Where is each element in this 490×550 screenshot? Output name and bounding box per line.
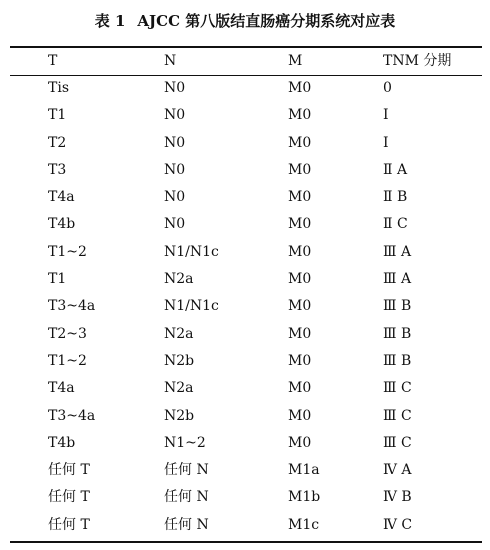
cell-n: N1~2 xyxy=(164,434,206,451)
table-row xyxy=(10,184,482,211)
cell-m: M0 xyxy=(288,352,312,369)
cell-t: 任何 T xyxy=(48,489,90,506)
cell-n: N0 xyxy=(164,216,186,233)
cell-t: T1~2 xyxy=(48,243,87,260)
table-row xyxy=(10,157,482,184)
staging-table xyxy=(10,48,482,539)
table-row xyxy=(10,403,482,430)
cell-n: N2a xyxy=(164,271,194,288)
table-row xyxy=(10,375,482,402)
cell-t: T1 xyxy=(48,107,67,124)
table-bottom-rule xyxy=(10,541,482,543)
cell-m: M0 xyxy=(288,325,312,342)
table-body xyxy=(10,75,482,539)
cell-m: M0 xyxy=(288,380,312,397)
cell-n: N0 xyxy=(164,189,186,206)
cell-tnm-stage: Ⅳ A xyxy=(383,462,412,479)
table-row xyxy=(10,430,482,457)
cell-tnm-stage: Ⅲ B xyxy=(383,298,412,315)
table-row xyxy=(10,211,482,238)
cell-m: M0 xyxy=(288,134,312,151)
cell-t: T1~2 xyxy=(48,352,87,369)
table-row xyxy=(10,457,482,484)
cell-tnm-stage: Ⅲ C xyxy=(383,380,412,397)
table-row xyxy=(10,266,482,293)
cell-m: M1a xyxy=(288,462,320,479)
cell-n: 任何 N xyxy=(164,489,209,506)
cell-n: N2a xyxy=(164,325,194,342)
cell-t: T4b xyxy=(48,434,76,451)
cell-tnm-stage: Ⅱ C xyxy=(383,216,408,233)
cell-t: 任何 T xyxy=(48,462,90,479)
table-row xyxy=(10,239,482,266)
table-number: 表 1 xyxy=(94,12,126,30)
header-n: N xyxy=(164,53,177,69)
header-tnm-stage: TNM 分期 xyxy=(383,53,452,69)
cell-t: T4a xyxy=(48,380,75,397)
cell-m: M0 xyxy=(288,434,312,451)
cell-t: T3 xyxy=(48,161,67,178)
cell-n: N0 xyxy=(164,161,186,178)
cell-t: Tis xyxy=(48,80,69,96)
table-row xyxy=(10,512,482,539)
cell-m: M0 xyxy=(288,298,312,315)
table-title: AJCC 第八版结直肠癌分期系统对应表 xyxy=(137,12,396,30)
cell-t: T3~4a xyxy=(48,298,96,315)
cell-tnm-stage: Ⅱ A xyxy=(383,161,408,178)
cell-n: N0 xyxy=(164,134,186,151)
cell-m: M0 xyxy=(288,407,312,424)
cell-t: T4b xyxy=(48,216,76,233)
cell-tnm-stage: Ⅲ C xyxy=(383,434,412,451)
cell-m: M0 xyxy=(288,161,312,178)
table-row xyxy=(10,348,482,375)
header-m: M xyxy=(288,53,303,69)
cell-tnm-stage: Ⅰ xyxy=(383,107,389,124)
header-t: T xyxy=(48,53,58,69)
cell-n: N2a xyxy=(164,380,194,397)
cell-t: T2~3 xyxy=(48,325,87,342)
table-row xyxy=(10,130,482,157)
cell-tnm-stage: Ⅱ B xyxy=(383,189,408,206)
cell-m: M0 xyxy=(288,216,312,233)
cell-m: M0 xyxy=(288,189,312,206)
cell-tnm-stage: Ⅲ B xyxy=(383,352,412,369)
cell-tnm-stage: Ⅲ A xyxy=(383,271,412,288)
cell-m: M0 xyxy=(288,271,312,288)
cell-t: 任何 T xyxy=(48,516,90,533)
cell-tnm-stage: Ⅳ C xyxy=(383,516,413,533)
cell-tnm-stage: 0 xyxy=(383,80,392,96)
cell-n: N2b xyxy=(164,407,195,424)
cell-m: M1b xyxy=(288,489,321,506)
cell-n: N0 xyxy=(164,107,186,124)
cell-m: M0 xyxy=(288,243,312,260)
cell-m: M0 xyxy=(288,107,312,124)
cell-tnm-stage: Ⅲ B xyxy=(383,325,412,342)
cell-t: T3~4a xyxy=(48,407,96,424)
cell-m: M0 xyxy=(288,80,312,96)
table-row xyxy=(10,75,482,102)
table-row xyxy=(10,321,482,348)
cell-n: 任何 N xyxy=(164,462,209,479)
table-row xyxy=(10,484,482,511)
cell-n: 任何 N xyxy=(164,516,209,533)
cell-t: T4a xyxy=(48,189,75,206)
cell-n: N0 xyxy=(164,80,186,96)
table-row xyxy=(10,293,482,320)
table-header-row xyxy=(10,48,482,75)
cell-t: T1 xyxy=(48,271,67,288)
cell-tnm-stage: Ⅲ C xyxy=(383,407,412,424)
cell-n: N2b xyxy=(164,352,195,369)
cell-tnm-stage: Ⅰ xyxy=(383,134,389,151)
table-row xyxy=(10,102,482,129)
cell-t: T2 xyxy=(48,134,67,151)
cell-tnm-stage: Ⅲ A xyxy=(383,243,412,260)
cell-n: N1/N1c xyxy=(164,243,219,260)
cell-n: N1/N1c xyxy=(164,298,219,315)
cell-m: M1c xyxy=(288,516,320,533)
table-caption xyxy=(0,10,490,32)
cell-tnm-stage: Ⅳ B xyxy=(383,489,412,506)
